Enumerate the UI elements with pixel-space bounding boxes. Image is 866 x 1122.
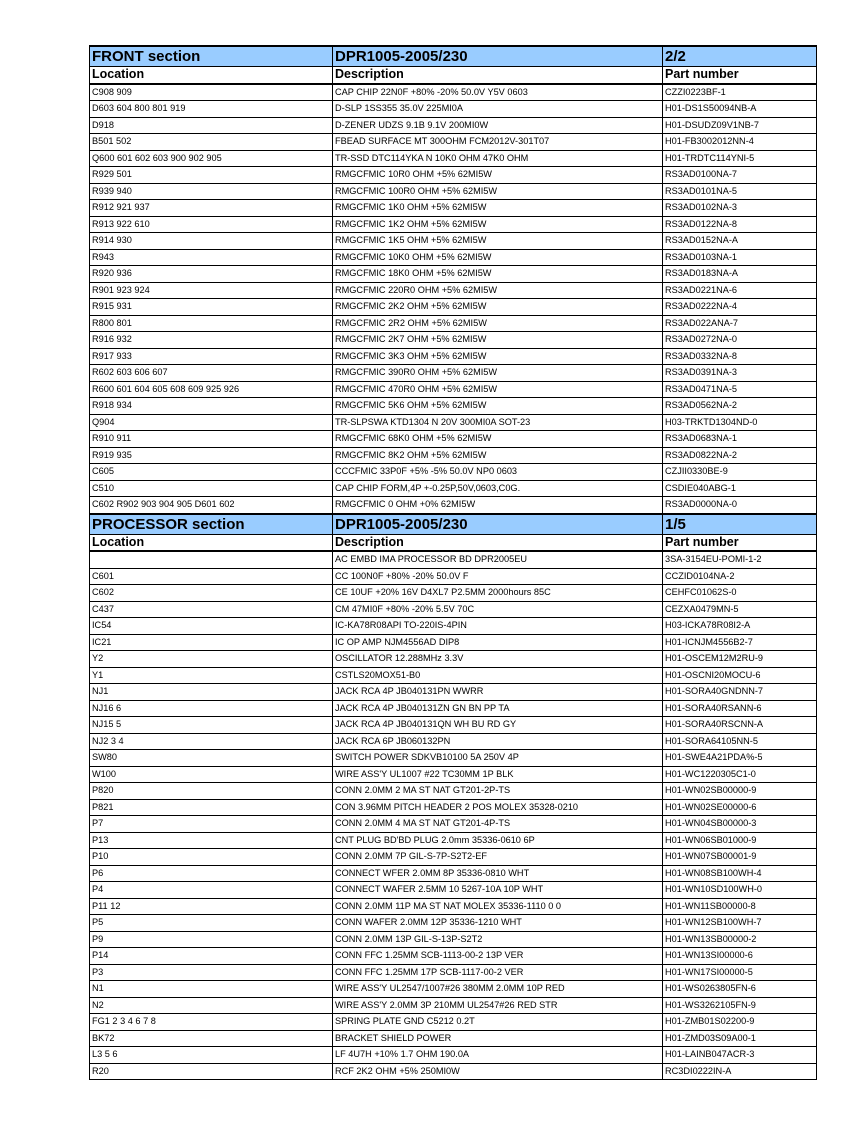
section-title-row — [90, 514, 817, 535]
table-row — [90, 1014, 817, 1031]
description-cell: CAP CHIP FORM,4P +-0.25P,50V,0603,C0G. — [333, 480, 663, 497]
part-number-cell: RS3AD0822NA-2 — [663, 447, 817, 464]
description-cell: JACK RCA 6P JB060132PN — [333, 733, 663, 750]
location-cell: R917 933 — [90, 348, 333, 365]
header-part-number: Part number — [663, 67, 817, 84]
description-cell: RMGCFMIC 2K7 OHM +5% 62MI5W — [333, 332, 663, 349]
part-number-cell: H01-WN10SD100WH-0 — [663, 882, 817, 899]
location-cell: R918 934 — [90, 398, 333, 415]
location-cell: R602 603 606 607 — [90, 365, 333, 382]
description-cell: IC-KA78R08API TO-220IS-4PIN — [333, 618, 663, 635]
table-row — [90, 299, 817, 316]
table-row — [90, 134, 817, 151]
location-cell: C908 909 — [90, 84, 333, 101]
table-row — [90, 799, 817, 816]
table-row — [90, 717, 817, 734]
location-cell: C602 R902 903 904 905 D601 602 — [90, 497, 333, 514]
location-cell: P821 — [90, 799, 333, 816]
location-cell: P5 — [90, 915, 333, 932]
table-row — [90, 84, 817, 101]
description-cell: OSCILLATOR 12.288MHz 3.3V — [333, 651, 663, 668]
part-number-cell: H01-WS0263805FN-6 — [663, 981, 817, 998]
location-cell: D918 — [90, 117, 333, 134]
location-cell: P10 — [90, 849, 333, 866]
location-cell: C601 — [90, 568, 333, 585]
description-cell: RMGCFMIC 220R0 OHM +5% 62MI5W — [333, 282, 663, 299]
description-cell: RMGCFMIC 2R2 OHM +5% 62MI5W — [333, 315, 663, 332]
location-cell: SW80 — [90, 750, 333, 767]
section-name: PROCESSOR section — [90, 514, 333, 535]
location-cell: R914 930 — [90, 233, 333, 250]
part-number-cell: H01-DSUDZ09V1NB-7 — [663, 117, 817, 134]
description-cell: CNT PLUG BD'BD PLUG 2.0mm 35336-0610 6P — [333, 832, 663, 849]
table-row — [90, 882, 817, 899]
part-number-cell: RS3AD0272NA-0 — [663, 332, 817, 349]
section-page: 2/2 — [663, 46, 817, 67]
table-row — [90, 381, 817, 398]
location-cell: NJ2 3 4 — [90, 733, 333, 750]
table-row — [90, 1030, 817, 1047]
part-number-cell: H01-OSCEM12M2RU-9 — [663, 651, 817, 668]
description-cell: AC EMBD IMA PROCESSOR BD DPR2005EU — [333, 551, 663, 568]
description-cell: JACK RCA 4P JB040131ZN GN BN PP TA — [333, 700, 663, 717]
location-cell: Y2 — [90, 651, 333, 668]
description-cell: IC OP AMP NJM4556AD DIP8 — [333, 634, 663, 651]
location-cell: D603 604 800 801 919 — [90, 101, 333, 118]
description-cell: CONN FFC 1.25MM SCB-1113-00-2 13P VER — [333, 948, 663, 965]
location-cell: C437 — [90, 601, 333, 618]
table-row — [90, 414, 817, 431]
table-row — [90, 282, 817, 299]
description-cell: RMGCFMIC 1K0 OHM +5% 62MI5W — [333, 200, 663, 217]
location-cell: R600 601 604 605 608 609 925 926 — [90, 381, 333, 398]
location-cell — [90, 551, 333, 568]
part-number-cell: H01-LAINB047ACR-3 — [663, 1047, 817, 1064]
section-model: DPR1005-2005/230 — [333, 46, 663, 67]
description-cell: RMGCFMIC 3K3 OHM +5% 62MI5W — [333, 348, 663, 365]
part-number-cell: RS3AD0683NA-1 — [663, 431, 817, 448]
column-header-row — [90, 534, 817, 551]
part-number-cell: RS3AD0102NA-3 — [663, 200, 817, 217]
header-location: Location — [90, 534, 333, 551]
table-row — [90, 816, 817, 833]
description-cell: SWITCH POWER SDKVB10100 5A 250V 4P — [333, 750, 663, 767]
header-description: Description — [333, 67, 663, 84]
location-cell: P13 — [90, 832, 333, 849]
location-cell: C602 — [90, 585, 333, 602]
location-cell: R912 921 937 — [90, 200, 333, 217]
table-row — [90, 981, 817, 998]
section-title-row — [90, 46, 817, 67]
table-row — [90, 783, 817, 800]
parts-list-body — [90, 46, 817, 1080]
table-row — [90, 348, 817, 365]
location-cell: R943 — [90, 249, 333, 266]
part-number-cell: H01-WC1220305C1-0 — [663, 766, 817, 783]
location-cell: BK72 — [90, 1030, 333, 1047]
description-cell: CON 3.96MM PITCH HEADER 2 POS MOLEX 35328-0210 — [333, 799, 663, 816]
part-number-cell: RS3AD0391NA-3 — [663, 365, 817, 382]
column-header-row — [90, 67, 817, 84]
header-description: Description — [333, 534, 663, 551]
part-number-cell: RS3AD0222NA-4 — [663, 299, 817, 316]
part-number-cell: H01-ZMB01S02200-9 — [663, 1014, 817, 1031]
part-number-cell: H03-TRKTD1304ND-0 — [663, 414, 817, 431]
description-cell: CONN FFC 1.25MM 17P SCB-1117-00-2 VER — [333, 964, 663, 981]
table-row — [90, 398, 817, 415]
part-number-cell: H01-SORA64105NN-5 — [663, 733, 817, 750]
part-number-cell: H01-WN02SE00000-6 — [663, 799, 817, 816]
location-cell: C510 — [90, 480, 333, 497]
location-cell: N2 — [90, 997, 333, 1014]
part-number-cell: CZZI0223BF-1 — [663, 84, 817, 101]
description-cell: RMGCFMIC 10K0 OHM +5% 62MI5W — [333, 249, 663, 266]
part-number-cell: H01-OSCNI20MOCU-6 — [663, 667, 817, 684]
description-cell: WIRE ASS'Y UL2547/1007#26 380MM 2.0MM 10P RED — [333, 981, 663, 998]
description-cell: LF 4U7H +10% 1.7 OHM 190.0A — [333, 1047, 663, 1064]
table-row — [90, 700, 817, 717]
description-cell: CONN 2.0MM 11P MA ST NAT MOLEX 35336-1110 0 0 — [333, 898, 663, 915]
table-row — [90, 117, 817, 134]
description-cell: RMGCFMIC 100R0 OHM +5% 62MI5W — [333, 183, 663, 200]
part-number-cell: H01-DS1S50094NB-A — [663, 101, 817, 118]
table-row — [90, 915, 817, 932]
table-row — [90, 733, 817, 750]
part-number-cell: H01-WN13SB00000-2 — [663, 931, 817, 948]
location-cell: FG1 2 3 4 6 7 8 — [90, 1014, 333, 1031]
part-number-cell: H01-WN02SB00000-9 — [663, 783, 817, 800]
location-cell: P6 — [90, 865, 333, 882]
part-number-cell: RC3DI0222IN-A — [663, 1063, 817, 1080]
location-cell: R20 — [90, 1063, 333, 1080]
description-cell: D-SLP 1SS355 35.0V 225MI0A — [333, 101, 663, 118]
description-cell: RMGCFMIC 390R0 OHM +5% 62MI5W — [333, 365, 663, 382]
part-number-cell: H01-WN08SB100WH-4 — [663, 865, 817, 882]
part-number-cell: RS3AD0471NA-5 — [663, 381, 817, 398]
description-cell: WIRE ASS'Y 2.0MM 3P 210MM UL2547#26 RED STR — [333, 997, 663, 1014]
location-cell: R939 940 — [90, 183, 333, 200]
location-cell: Q904 — [90, 414, 333, 431]
table-row — [90, 667, 817, 684]
part-number-cell: H01-SWE4A21PDA%-5 — [663, 750, 817, 767]
description-cell: TR-SSD DTC114YKA N 10K0 OHM 47K0 OHM — [333, 150, 663, 167]
description-cell: RMGCFMIC 10R0 OHM +5% 62MI5W — [333, 167, 663, 184]
location-cell: P820 — [90, 783, 333, 800]
location-cell: NJ1 — [90, 684, 333, 701]
section-page: 1/5 — [663, 514, 817, 535]
table-row — [90, 464, 817, 481]
table-row — [90, 447, 817, 464]
table-row — [90, 585, 817, 602]
part-number-cell: H01-WN12SB100WH-7 — [663, 915, 817, 932]
table-row — [90, 365, 817, 382]
table-row — [90, 898, 817, 915]
location-cell: R910 911 — [90, 431, 333, 448]
part-number-cell: RS3AD0562NA-2 — [663, 398, 817, 415]
location-cell: R913 922 610 — [90, 216, 333, 233]
description-cell: CONN 2.0MM 13P GIL-S-13P-S2T2 — [333, 931, 663, 948]
description-cell: CCCFMIC 33P0F +5% -5% 50.0V NP0 0603 — [333, 464, 663, 481]
table-row — [90, 1047, 817, 1064]
part-number-cell: RS3AD0122NA-8 — [663, 216, 817, 233]
description-cell: CONN 2.0MM 4 MA ST NAT GT201-4P-TS — [333, 816, 663, 833]
part-number-cell: H01-WN17SI00000-5 — [663, 964, 817, 981]
table-row — [90, 601, 817, 618]
description-cell: CONNECT WAFER 2.5MM 10 5267-10A 10P WHT — [333, 882, 663, 899]
location-cell: R915 931 — [90, 299, 333, 316]
location-cell: P9 — [90, 931, 333, 948]
table-row — [90, 480, 817, 497]
location-cell: P11 12 — [90, 898, 333, 915]
table-row — [90, 651, 817, 668]
part-number-cell: RS3AD0101NA-5 — [663, 183, 817, 200]
table-row — [90, 684, 817, 701]
location-cell: R920 936 — [90, 266, 333, 283]
part-number-cell: RS3AD0000NA-0 — [663, 497, 817, 514]
part-number-cell: H01-TRDTC114YNI-5 — [663, 150, 817, 167]
table-row — [90, 1063, 817, 1080]
description-cell: RMGCFMIC 8K2 OHM +5% 62MI5W — [333, 447, 663, 464]
description-cell: CE 10UF +20% 16V D4XL7 P2.5MM 2000hours 85C — [333, 585, 663, 602]
description-cell: JACK RCA 4P JB040131PN WWRR — [333, 684, 663, 701]
part-number-cell: RS3AD0100NA-7 — [663, 167, 817, 184]
description-cell: RMGCFMIC 1K2 OHM +5% 62MI5W — [333, 216, 663, 233]
table-row — [90, 249, 817, 266]
part-number-cell: RS3AD0103NA-1 — [663, 249, 817, 266]
table-row — [90, 618, 817, 635]
location-cell: N1 — [90, 981, 333, 998]
part-number-cell: H01-WN06SB01000-9 — [663, 832, 817, 849]
table-row — [90, 948, 817, 965]
description-cell: CSTLS20MOX51-B0 — [333, 667, 663, 684]
part-number-cell: H01-WS3262105FN-9 — [663, 997, 817, 1014]
section-model: DPR1005-2005/230 — [333, 514, 663, 535]
header-location: Location — [90, 67, 333, 84]
description-cell: SPRING PLATE GND C5212 0.2T — [333, 1014, 663, 1031]
table-row — [90, 233, 817, 250]
description-cell: RMGCFMIC 5K6 OHM +5% 62MI5W — [333, 398, 663, 415]
location-cell: NJ15 5 — [90, 717, 333, 734]
table-row — [90, 332, 817, 349]
location-cell: R929 501 — [90, 167, 333, 184]
description-cell: WIRE ASS'Y UL1007 #22 TC30MM 1P BLK — [333, 766, 663, 783]
description-cell: RMGCFMIC 0 OHM +0% 62MI5W — [333, 497, 663, 514]
location-cell: C605 — [90, 464, 333, 481]
description-cell: CONN 2.0MM 7P GIL-S-7P-S2T2-EF — [333, 849, 663, 866]
description-cell: BRACKET SHIELD POWER — [333, 1030, 663, 1047]
description-cell: RCF 2K2 OHM +5% 250MI0W — [333, 1063, 663, 1080]
table-row — [90, 216, 817, 233]
description-cell: RMGCFMIC 2K2 OHM +5% 62MI5W — [333, 299, 663, 316]
location-cell: P3 — [90, 964, 333, 981]
table-row — [90, 101, 817, 118]
table-row — [90, 750, 817, 767]
table-row — [90, 497, 817, 514]
table-row — [90, 551, 817, 568]
part-number-cell: H01-SORA40RSANN-6 — [663, 700, 817, 717]
location-cell: IC21 — [90, 634, 333, 651]
description-cell: RMGCFMIC 470R0 OHM +5% 62MI5W — [333, 381, 663, 398]
table-row — [90, 865, 817, 882]
table-row — [90, 766, 817, 783]
table-row — [90, 167, 817, 184]
part-number-cell: H01-ICNJM4556B2-7 — [663, 634, 817, 651]
part-number-cell: H01-WN04SB00000-3 — [663, 816, 817, 833]
location-cell: P7 — [90, 816, 333, 833]
location-cell: Y1 — [90, 667, 333, 684]
part-number-cell: RS3AD022ANA-7 — [663, 315, 817, 332]
location-cell: R916 932 — [90, 332, 333, 349]
table-row — [90, 634, 817, 651]
part-number-cell: H01-WN11SB00000-8 — [663, 898, 817, 915]
table-row — [90, 150, 817, 167]
location-cell: B501 502 — [90, 134, 333, 151]
part-number-cell: RS3AD0183NA-A — [663, 266, 817, 283]
part-number-cell: CZJII0330BE-9 — [663, 464, 817, 481]
part-number-cell: CEHFC01062S-0 — [663, 585, 817, 602]
description-cell: CM 47MI0F +80% -20% 5.5V 70C — [333, 601, 663, 618]
part-number-cell: 3SA-3154EU-POMI-1-2 — [663, 551, 817, 568]
description-cell: RMGCFMIC 1K5 OHM +5% 62MI5W — [333, 233, 663, 250]
table-row — [90, 200, 817, 217]
location-cell: W100 — [90, 766, 333, 783]
description-cell: D-ZENER UDZS 9.1B 9.1V 200MI0W — [333, 117, 663, 134]
part-number-cell: RS3AD0152NA-A — [663, 233, 817, 250]
table-row — [90, 315, 817, 332]
part-number-cell: H01-SORA40RSCNN-A — [663, 717, 817, 734]
part-number-cell: H01-ZMD03S09A00-1 — [663, 1030, 817, 1047]
location-cell: Q600 601 602 603 900 902 905 — [90, 150, 333, 167]
section-name: FRONT section — [90, 46, 333, 67]
part-number-cell: H01-FB3002012NN-4 — [663, 134, 817, 151]
parts-list-table — [89, 45, 817, 1080]
description-cell: RMGCFMIC 18K0 OHM +5% 62MI5W — [333, 266, 663, 283]
table-row — [90, 183, 817, 200]
part-number-cell: RS3AD0332NA-8 — [663, 348, 817, 365]
header-part-number: Part number — [663, 534, 817, 551]
description-cell: CAP CHIP 22N0F +80% -20% 50.0V Y5V 0603 — [333, 84, 663, 101]
part-number-cell: CCZID0104NA-2 — [663, 568, 817, 585]
table-row — [90, 568, 817, 585]
table-row — [90, 931, 817, 948]
location-cell: NJ16 6 — [90, 700, 333, 717]
description-cell: TR-SLPSWA KTD1304 N 20V 300MI0A SOT-23 — [333, 414, 663, 431]
description-cell: CONN WAFER 2.0MM 12P 35336-1210 WHT — [333, 915, 663, 932]
table-row — [90, 266, 817, 283]
table-row — [90, 431, 817, 448]
table-row — [90, 964, 817, 981]
table-row — [90, 997, 817, 1014]
location-cell: P14 — [90, 948, 333, 965]
part-number-cell: CEZXA0479MN-5 — [663, 601, 817, 618]
part-number-cell: H03-ICKA78R08I2-A — [663, 618, 817, 635]
description-cell: RMGCFMIC 68K0 OHM +5% 62MI5W — [333, 431, 663, 448]
location-cell: R919 935 — [90, 447, 333, 464]
description-cell: FBEAD SURFACE MT 300OHM FCM2012V-301T07 — [333, 134, 663, 151]
description-cell: CC 100N0F +80% -20% 50.0V F — [333, 568, 663, 585]
part-number-cell: RS3AD0221NA-6 — [663, 282, 817, 299]
table-row — [90, 849, 817, 866]
location-cell: R901 923 924 — [90, 282, 333, 299]
description-cell: CONNECT WFER 2.0MM 8P 35336-0810 WHT — [333, 865, 663, 882]
part-number-cell: H01-WN13SI00000-6 — [663, 948, 817, 965]
description-cell: CONN 2.0MM 2 MA ST NAT GT201-2P-TS — [333, 783, 663, 800]
location-cell: IC54 — [90, 618, 333, 635]
description-cell: JACK RCA 4P JB040131QN WH BU RD GY — [333, 717, 663, 734]
table-row — [90, 832, 817, 849]
location-cell: P4 — [90, 882, 333, 899]
location-cell: R800 801 — [90, 315, 333, 332]
part-number-cell: H01-SORA40GNDNN-7 — [663, 684, 817, 701]
part-number-cell: CSDIE040ABG-1 — [663, 480, 817, 497]
part-number-cell: H01-WN07SB00001-9 — [663, 849, 817, 866]
location-cell: L3 5 6 — [90, 1047, 333, 1064]
